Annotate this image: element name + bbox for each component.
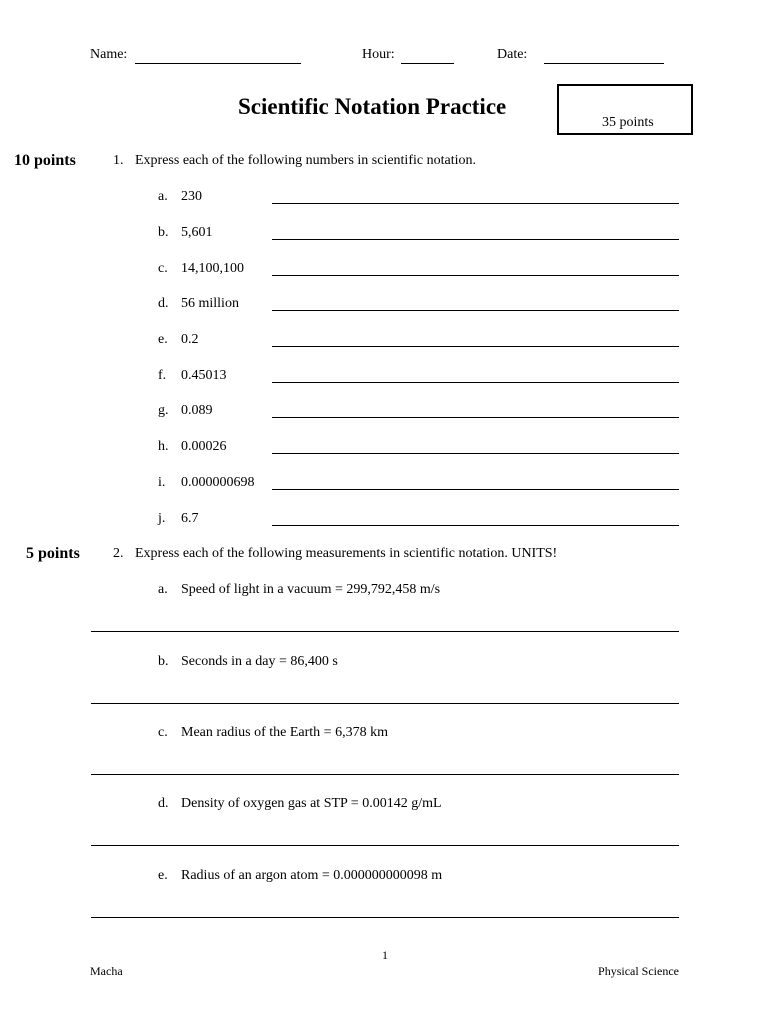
item-text: Mean radius of the Earth = 6,378 km (181, 725, 388, 740)
item-value: 5,601 (181, 225, 213, 240)
answer-line[interactable] (272, 489, 679, 490)
footer-author: Macha (90, 964, 123, 978)
name-label: Name: (90, 47, 128, 62)
section2-number: 2. (113, 546, 124, 561)
page-title: Scientific Notation Practice (238, 94, 507, 119)
item-value: 6.7 (181, 511, 199, 526)
item-value: 56 million (181, 296, 239, 311)
item-letter: j. (158, 511, 166, 526)
answer-line[interactable] (272, 239, 679, 240)
hour-label: Hour: (362, 47, 395, 62)
name-field[interactable] (135, 63, 301, 64)
answer-line[interactable] (272, 310, 679, 311)
answer-line[interactable] (91, 774, 679, 775)
answer-line[interactable] (91, 631, 679, 632)
item-value: 0.089 (181, 403, 213, 418)
answer-line[interactable] (272, 382, 679, 383)
item-text: Density of oxygen gas at STP = 0.00142 g/mL (181, 796, 442, 811)
answer-line[interactable] (272, 203, 679, 204)
item-letter: i. (158, 475, 166, 490)
item-value: 0.000000698 (181, 475, 255, 490)
item-value: 0.2 (181, 332, 199, 347)
item-letter: e. (158, 868, 168, 883)
answer-line[interactable] (91, 845, 679, 846)
item-value: 0.00026 (181, 439, 227, 454)
answer-line[interactable] (272, 453, 679, 454)
item-letter: b. (158, 654, 169, 669)
section1-number: 1. (113, 153, 124, 168)
item-letter: a. (158, 582, 168, 597)
item-letter: d. (158, 296, 169, 311)
item-value: 230 (181, 189, 202, 204)
answer-line[interactable] (272, 417, 679, 418)
item-text: Speed of light in a vacuum = 299,792,458 m/s (181, 582, 441, 597)
item-letter: b. (158, 225, 169, 240)
item-letter: d. (158, 796, 169, 811)
date-field[interactable] (544, 63, 664, 64)
item-letter: f. (158, 368, 167, 383)
section2-instruction: Express each of the following measurements in scientific notation. UNITS! (135, 546, 558, 561)
item-letter: a. (158, 189, 168, 204)
answer-line[interactable] (91, 917, 679, 918)
item-letter: e. (158, 332, 168, 347)
total-points-box (557, 84, 693, 135)
item-letter: g. (158, 403, 169, 418)
item-value: 0.45013 (181, 368, 227, 383)
item-letter: h. (158, 439, 169, 454)
item-text: Radius of an argon atom = 0.000000000098 m (181, 868, 443, 883)
answer-line[interactable] (91, 703, 679, 704)
footer-course: Physical Science (598, 964, 679, 978)
total-points: 35 points (602, 115, 654, 130)
item-letter: c. (158, 261, 168, 276)
item-value: 14,100,100 (181, 261, 244, 276)
section2-points: 5 points (26, 545, 80, 562)
item-letter: c. (158, 725, 168, 740)
date-label: Date: (497, 47, 528, 62)
item-text: Seconds in a day = 86,400 s (181, 654, 338, 669)
answer-line[interactable] (272, 346, 679, 347)
section1-points: 10 points (14, 152, 76, 169)
hour-field[interactable] (401, 63, 454, 64)
answer-line[interactable] (272, 525, 679, 526)
answer-line[interactable] (272, 275, 679, 276)
page-number: 1 (382, 948, 388, 962)
section1-instruction: Express each of the following numbers in scientific notation. (135, 153, 476, 168)
